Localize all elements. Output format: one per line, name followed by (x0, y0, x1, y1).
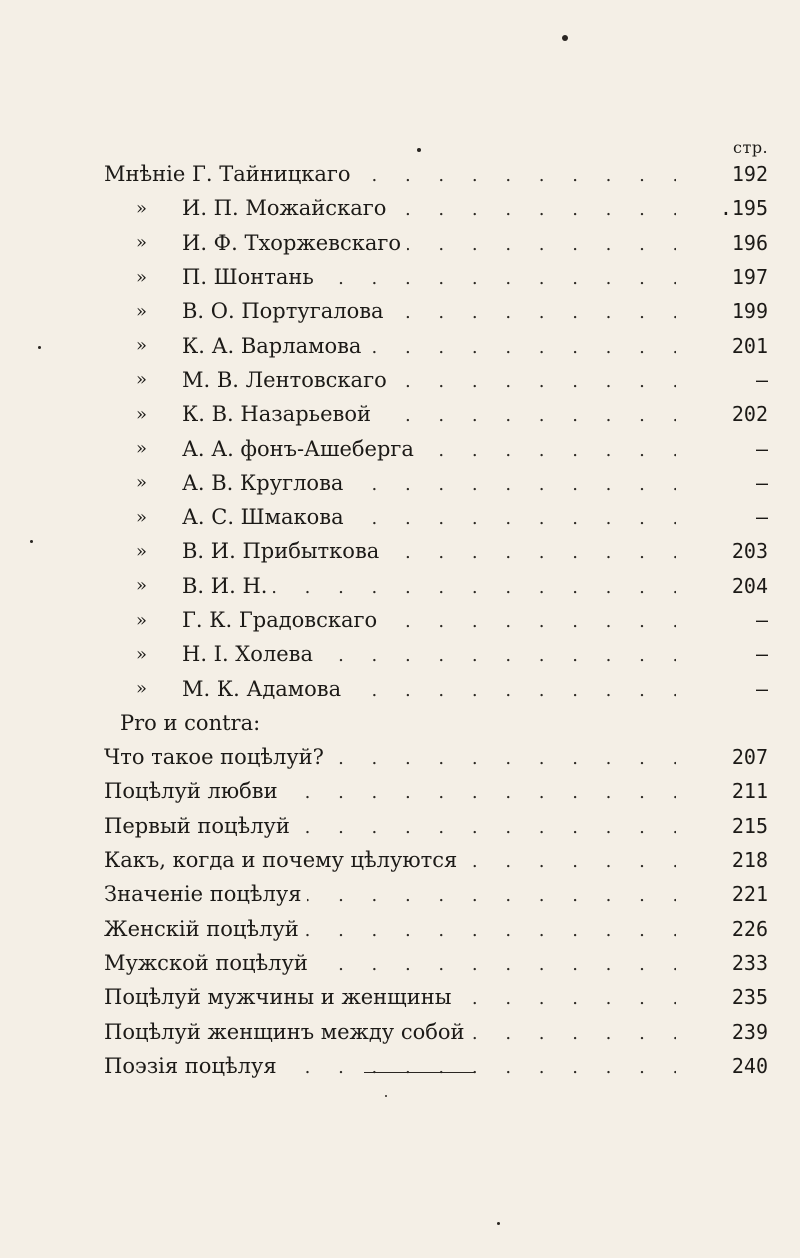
toc-entry (104, 363, 768, 397)
print-speck (417, 148, 421, 152)
toc-entry-title: К. В. Назарьевой (182, 402, 377, 426)
toc-entry-title: В. О. Португалова (182, 299, 390, 323)
page-column-header: стр. (733, 138, 769, 157)
toc-entry-title: Поцѣлуй мужчины и женщины (104, 985, 457, 1009)
toc-entry-title: Что такое поцѣлуй? (104, 745, 330, 769)
toc-entry-page: 211 (684, 779, 768, 803)
toc-entry-page: — (684, 505, 768, 529)
toc-entry-page: 226 (684, 917, 768, 941)
toc-entry-page: 221 (684, 882, 768, 906)
ditto-mark: » (104, 404, 182, 425)
toc-entry-page: 233 (684, 951, 768, 975)
ditto-mark: » (104, 438, 182, 459)
toc-entry-page: 215 (684, 814, 768, 838)
toc-entry (104, 534, 768, 568)
toc-entry (104, 260, 768, 294)
ditto-mark: » (104, 541, 182, 562)
toc-entry-page: 197 (684, 265, 768, 289)
ditto-mark: » (104, 198, 182, 219)
toc-entry-title: Г. К. Градовскаго (182, 608, 383, 632)
toc-entry-page: 239 (684, 1020, 768, 1044)
toc-entry-page: — (684, 437, 768, 461)
toc-entry-title: Мужской поцѣлуй (104, 951, 314, 975)
toc-entry-page: 240 (684, 1054, 768, 1078)
toc-entry-title: Мнѣніе Г. Тайницкаго (104, 162, 357, 186)
toc-entry (104, 1049, 768, 1083)
toc-entry-title: Pro и contra: (104, 711, 266, 735)
toc-entry (104, 191, 768, 225)
toc-entry-page: 207 (684, 745, 768, 769)
toc-entry-page: — (684, 471, 768, 495)
toc-entry-page: 201 (684, 334, 768, 358)
toc-entry (104, 671, 768, 705)
toc-entry (104, 603, 768, 637)
toc-entry-page: — (684, 368, 768, 392)
ditto-mark: » (104, 335, 182, 356)
toc-entry (104, 637, 768, 671)
toc-entry (104, 226, 768, 260)
toc-entry-title: Какъ, когда и почему цѣлуются (104, 848, 463, 872)
toc-entry-page: 199 (684, 299, 768, 323)
toc-entry-title: К. А. Варламова (182, 334, 367, 358)
toc-entry-title: Значеніе поцѣлуя (104, 882, 307, 906)
toc-entry-title: Н. І. Холева (182, 642, 319, 666)
toc-entry-title: В. И. Н. (182, 574, 273, 598)
ditto-mark: » (104, 301, 182, 322)
print-speck (30, 540, 33, 543)
toc-entry-title: А. С. Шмакова (182, 505, 350, 529)
ditto-mark: » (104, 472, 182, 493)
toc-entry-title: М. К. Адамова (182, 677, 347, 701)
print-speck (562, 35, 568, 41)
toc-entry-title: Первый поцѣлуй (104, 814, 296, 838)
toc-entry-page: 218 (684, 848, 768, 872)
toc-entry-page: .195 (684, 196, 768, 220)
toc-entry (104, 877, 768, 911)
toc-entry-title: А. В. Круглова (182, 471, 349, 495)
ditto-mark: » (104, 369, 182, 390)
ditto-mark: » (104, 267, 182, 288)
toc-entry-page: 196 (684, 231, 768, 255)
toc-entry (104, 500, 768, 534)
toc-entry (104, 569, 768, 603)
toc-entry (104, 809, 768, 843)
toc-entry (104, 157, 768, 191)
toc-entry (104, 980, 768, 1014)
toc-entry (104, 740, 768, 774)
ditto-mark: » (104, 610, 182, 631)
toc-entry (104, 912, 768, 946)
toc-entry-page: 204 (684, 574, 768, 598)
toc-entry-title: Женскій поцѣлуй (104, 917, 305, 941)
toc-entry (104, 294, 768, 328)
toc-entry-title: М. В. Лентовскаго (182, 368, 393, 392)
print-speck (38, 346, 41, 349)
toc-entry (104, 328, 768, 362)
print-speck (497, 1222, 500, 1225)
toc-entry (104, 466, 768, 500)
toc-entry-title: Поцѣлуй любви (104, 779, 284, 803)
ditto-mark: » (104, 678, 182, 699)
toc-entry-page: — (684, 677, 768, 701)
toc-entry-page: 202 (684, 402, 768, 426)
ditto-mark: » (104, 232, 182, 253)
toc-entry-title: И. П. Можайскаго (182, 196, 392, 220)
toc-entry-page: 192 (684, 162, 768, 186)
toc-entry-title: Поэзія поцѣлуя (104, 1054, 283, 1078)
toc-entry (104, 774, 768, 808)
ditto-mark: » (104, 507, 182, 528)
toc-entry (104, 843, 768, 877)
toc-entry-page: 203 (684, 539, 768, 563)
toc-entry-title: Поцѣлуй женщинъ между собой (104, 1020, 471, 1044)
toc-section-heading (104, 706, 768, 740)
toc-entry-title: П. Шонтань (182, 265, 320, 289)
toc-entry-page: — (684, 608, 768, 632)
toc-entry (104, 397, 768, 431)
ditto-mark: » (104, 644, 182, 665)
toc-entry (104, 1014, 768, 1048)
print-speck (385, 1095, 387, 1097)
toc-entry-title: В. И. Прибыткова (182, 539, 385, 563)
toc-entry-title: И. Ф. Тхоржевскаго (182, 231, 407, 255)
toc-entry (104, 946, 768, 980)
toc-entry-page: 235 (684, 985, 768, 1009)
ditto-mark: » (104, 575, 182, 596)
table-of-contents (104, 157, 768, 1083)
toc-entry-title: А. А. фонъ-Ашеберга (182, 437, 420, 461)
toc-entry-page: — (684, 642, 768, 666)
toc-entry (104, 431, 768, 465)
